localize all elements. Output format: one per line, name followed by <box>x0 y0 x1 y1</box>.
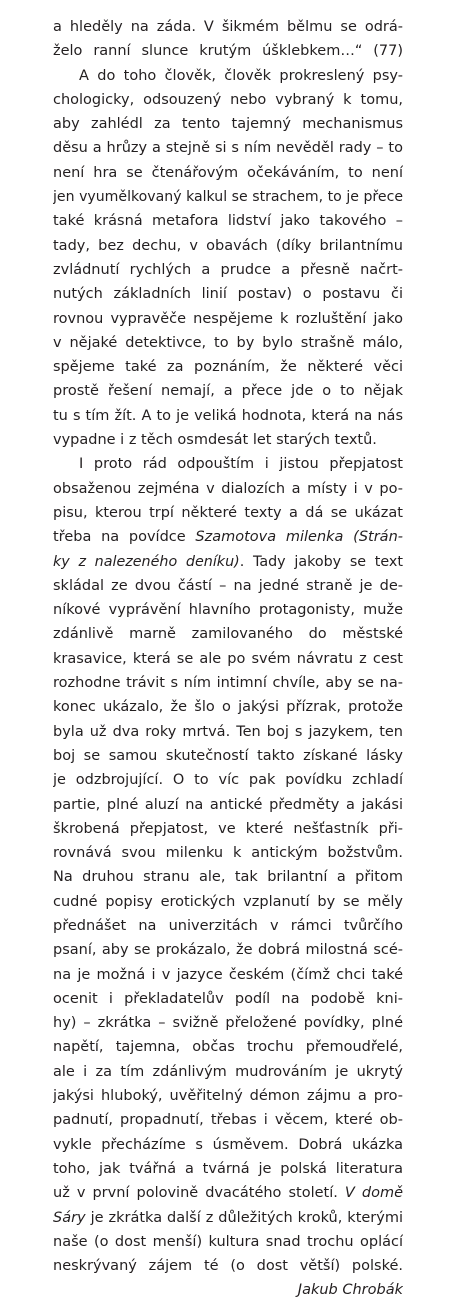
text-segment: je zkrátka další z důležitých kroků, kterými <box>85 1209 403 1226</box>
text-line <box>53 525 403 549</box>
text-line <box>53 88 403 112</box>
text-segment: neskrývaný zájem té (o dost větší) polské. <box>53 1258 403 1275</box>
text-line <box>53 404 403 428</box>
text-line <box>53 720 403 744</box>
text-segment: také krásná metafora lidství jako takového – <box>53 213 403 230</box>
text-line <box>53 136 403 160</box>
text-segment: rovnou vypravěče nespějeme k rozluštění jako <box>53 310 403 327</box>
text-segment: nutých základních linií postav) o postavu či <box>53 286 403 303</box>
text-segment: už v první polovině dvacátého století. <box>53 1185 345 1202</box>
text-segment: Na druhou stranu ale, tak brilantní a přitom <box>53 869 403 886</box>
text-line <box>53 793 403 817</box>
text-line <box>53 1108 403 1132</box>
text-line <box>53 477 403 501</box>
text-segment: želo ranní slunce krutým úšklebkem…“ (77) <box>53 43 403 60</box>
text-line <box>53 39 403 63</box>
text-segment: na je možná i v jazyce českém (čímž chci také <box>53 966 403 983</box>
text-segment: I proto rád odpouštím i jistou přepjatost <box>79 456 403 473</box>
author-signature: Jakub Chrobák <box>297 1282 403 1299</box>
text-line <box>53 282 403 306</box>
text-line <box>53 1035 403 1059</box>
text-line <box>53 622 403 646</box>
text-segment: třeba na povídce <box>53 529 196 546</box>
text-segment: níkové vyprávění hlavního protagonisty, muže <box>53 602 403 619</box>
text-line <box>53 1060 403 1084</box>
text-segment: tady, bez dechu, v obavách (díky brilantnímu <box>53 237 403 254</box>
text-line <box>53 209 403 233</box>
text-segment: krasavice, která se ale po svém návratu z cest <box>53 650 403 667</box>
text-line <box>53 1181 403 1205</box>
text-line <box>53 671 403 695</box>
text-segment: děsu a hrůzy a stejně si s ním nevěděl rady – to <box>53 140 403 157</box>
text-segment: psaní, aby se prokázalo, že dobrá milostná scé- <box>53 942 403 959</box>
article-text-column <box>53 15 403 1303</box>
text-segment: cudné popisy erotických vzplanutí by se měly <box>53 893 403 910</box>
text-segment: vykle přecházíme s úsměvem. Dobrá ukázka <box>53 1136 403 1153</box>
text-line <box>53 64 403 88</box>
text-segment: zvládnutí rychlých a prudce a přesně načrt- <box>53 261 403 278</box>
text-segment: chologicky, odsouzený nebo vybraný k tomu, <box>53 91 403 108</box>
text-segment: partie, plné aluzí na antické předměty a jakási <box>53 796 403 813</box>
text-line <box>53 744 403 768</box>
text-line <box>53 355 403 379</box>
text-line <box>53 550 403 574</box>
text-line <box>53 1254 403 1278</box>
text-line <box>53 768 403 792</box>
text-segment: pisu, kterou trpí některé texty a dá se ukázat <box>53 504 403 521</box>
text-line <box>53 1230 403 1254</box>
text-segment: prostě řešení nemají, a přece jde o to nějak <box>53 383 403 400</box>
text-segment: spějeme také za poznáním, že některé věci <box>53 359 403 376</box>
text-line <box>53 501 403 525</box>
text-segment: jakýsi hluboký, uvěřitelný démon zájmu a pro- <box>53 1088 403 1105</box>
text-segment: skládal ze dvou částí – na jedné straně je de- <box>53 577 403 594</box>
italic-title-text: V domě <box>344 1185 403 1202</box>
text-segment: hy) – zkrátka – svižně přeložené povídky, plné <box>53 1015 403 1032</box>
text-segment: není hra se čtenářovým očekáváním, to není <box>53 164 403 181</box>
text-line <box>53 841 403 865</box>
text-segment: rovnává svou milenku k antickým božstvům. <box>53 845 403 862</box>
text-segment: ale i za tím zdánlivým mudrováním je ukrytý <box>53 1063 403 1080</box>
text-line <box>53 234 403 258</box>
text-segment: byla už dva roky mrtvá. Ten boj s jazykem, ten <box>53 723 403 740</box>
text-segment: rozhodne trávit s ním intimní chvíle, aby se na- <box>53 675 403 692</box>
text-line <box>53 914 403 938</box>
italic-title-text: Szamotova milenka (Strán- <box>195 529 403 546</box>
italic-title-text: ky z nalezeného deníku) <box>53 553 240 570</box>
text-segment: v nějaké detektivce, to by bylo strašně málo, <box>53 334 403 351</box>
text-segment: vypadne i z těch osmdesát let starých textů. <box>53 432 377 449</box>
text-line <box>53 938 403 962</box>
text-segment: a hleděly na záda. V šikmém bělmu se odrá- <box>53 19 403 35</box>
text-line <box>53 1084 403 1108</box>
text-line <box>53 1206 403 1230</box>
text-segment: . Tady jakoby se text <box>239 553 403 570</box>
text-line <box>53 987 403 1011</box>
text-line <box>53 1011 403 1035</box>
text-segment: konec ukázalo, že šlo o jakýsi přízrak, protože <box>53 699 403 716</box>
text-line <box>53 1157 403 1181</box>
text-line <box>53 185 403 209</box>
text-segment: jen vyumělkovaný kalkul se strachem, to je přece <box>53 189 403 206</box>
text-line <box>53 695 403 719</box>
text-line <box>53 598 403 622</box>
text-line <box>53 379 403 403</box>
text-line <box>53 452 403 476</box>
text-line <box>53 647 403 671</box>
text-line <box>53 1133 403 1157</box>
text-segment: je odzbrojující. O to víc pak povídku zchladí <box>53 772 403 789</box>
text-line <box>53 15 403 39</box>
text-segment: přednášet na univerzitách v rámci tvůrčího <box>53 917 403 934</box>
text-line <box>53 112 403 136</box>
text-line <box>53 331 403 355</box>
text-line <box>53 574 403 598</box>
text-line <box>53 428 403 452</box>
text-line <box>53 161 403 185</box>
text-segment: napětí, tajemna, občas trochu přemoudřelé, <box>53 1039 403 1056</box>
text-segment: zdánlivě marně zamilovaného do městské <box>53 626 403 643</box>
text-segment: toho, jak tvářná a tvárná je polská literatura <box>53 1160 403 1177</box>
text-line <box>53 963 403 987</box>
text-segment: tu s tím žít. A to je veliká hodnota, která na nás <box>53 407 403 424</box>
text-segment: škrobená přepjatost, ve které nešťastník při- <box>53 820 403 837</box>
text-line <box>53 865 403 889</box>
text-line <box>53 258 403 282</box>
text-line <box>53 890 403 914</box>
text-segment: naše (o dost menší) kultura snad trochu oplácí <box>53 1233 403 1250</box>
text-segment: boj se samou skutečností takto získané lásky <box>53 747 403 764</box>
text-line <box>53 817 403 841</box>
text-segment: ocenit i překladatelův podíl na podobě kni- <box>53 990 403 1007</box>
italic-title-text: Sáry <box>53 1209 86 1226</box>
text-segment: obsaženou zejména v dialozích a místy i v po- <box>53 480 403 497</box>
text-segment: A do toho člověk, člověk prokreslený psy- <box>79 67 403 84</box>
text-segment: aby zahlédl za tento tajemný mechanismus <box>53 116 403 133</box>
text-segment: padnutí, propadnutí, třebas i věcem, které ob- <box>53 1112 403 1129</box>
text-line <box>53 307 403 331</box>
